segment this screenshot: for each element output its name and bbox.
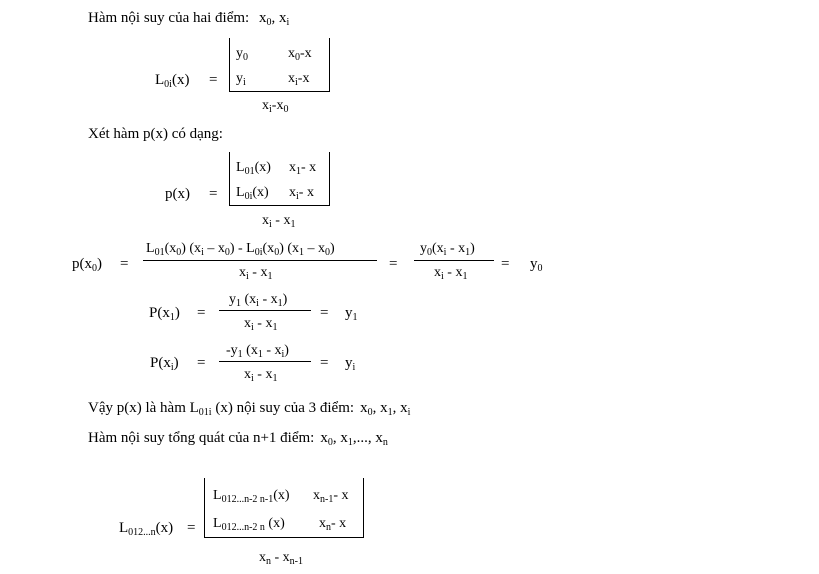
symbol: - x <box>301 160 317 175</box>
symbol: -x <box>271 98 284 113</box>
matrix-right-bar <box>329 38 330 91</box>
symbol: y <box>345 355 353 371</box>
symbol: (x <box>242 343 258 358</box>
symbol: ) <box>173 355 179 371</box>
fraction-numerator <box>146 242 335 256</box>
two-point-heading <box>88 11 289 26</box>
matrix-cell <box>213 489 290 503</box>
matrix-cell <box>289 186 314 200</box>
equals-sign: = <box>389 256 398 272</box>
matrix-bottom-rule <box>229 91 330 92</box>
symbol: y <box>229 292 236 307</box>
symbol: - x <box>253 367 273 382</box>
subscript: 1 <box>352 312 358 323</box>
subscript: 1 <box>237 349 243 360</box>
subscript: i <box>170 362 174 373</box>
symbol: L <box>213 488 222 503</box>
p-x0-lhs <box>72 257 102 272</box>
subscript: 0 <box>327 437 333 448</box>
separator: , <box>271 10 279 26</box>
subscript: i <box>443 247 447 258</box>
symbol: ) <box>282 292 288 307</box>
subscript: n <box>382 437 388 448</box>
subscript: 0i <box>254 247 263 258</box>
fraction-bar <box>143 260 377 261</box>
symbol: x <box>288 46 295 61</box>
symbol: x <box>262 213 269 228</box>
matrix-cell <box>319 517 346 531</box>
subscript: n <box>266 556 271 567</box>
symbol: x <box>434 265 441 280</box>
equals-sign: = <box>320 305 329 321</box>
xi-subscript: i <box>286 17 290 28</box>
symbol: (x <box>164 241 177 256</box>
point-list <box>320 430 388 446</box>
text: (x) nội suy của 3 điểm: <box>211 400 355 416</box>
subscript: 01 <box>244 166 255 177</box>
subscript: 1 <box>272 322 278 333</box>
equals-sign: = <box>501 256 510 272</box>
subscript: 1 <box>277 298 283 309</box>
symbol: y <box>420 241 427 256</box>
subscript: 1 <box>236 298 241 309</box>
symbol: ) <box>330 241 335 256</box>
symbol: (x <box>262 241 275 256</box>
symbol: ) - L <box>229 241 255 256</box>
symbol: (x) <box>273 488 290 503</box>
symbol: - x <box>298 185 314 200</box>
symbol: - x <box>333 488 349 503</box>
equals-sign: = <box>209 186 218 202</box>
fraction-denominator <box>244 368 277 382</box>
subscript: i <box>407 407 411 418</box>
symbol: , x <box>392 400 408 416</box>
fraction-bar <box>414 260 494 261</box>
conclusion-line <box>88 401 410 416</box>
symbol: x <box>244 367 251 382</box>
subscript: 0 <box>176 247 182 258</box>
symbol: (x) <box>264 516 285 531</box>
symbol: (x <box>241 292 257 307</box>
symbol: ,..., x <box>352 430 383 446</box>
matrix-bottom-rule <box>229 205 330 206</box>
symbol: ) (x <box>181 241 202 256</box>
symbol: - x <box>253 316 273 331</box>
symbol: ) <box>470 241 475 256</box>
subscript: 1 <box>299 247 305 258</box>
symbol: y <box>530 256 538 272</box>
equals-sign: = <box>209 72 218 88</box>
equals-sign: = <box>320 355 329 371</box>
denominator <box>262 214 295 228</box>
fraction-denominator <box>239 266 272 280</box>
matrix-cell <box>313 489 349 503</box>
subscript: 0 <box>537 263 543 274</box>
matrix-cell <box>236 72 246 86</box>
matrix-cell <box>236 47 248 61</box>
symbol: - x <box>443 265 463 280</box>
subscript: 1 <box>169 312 175 323</box>
matrix-cell <box>236 186 269 200</box>
equals-sign: = <box>187 520 196 536</box>
symbol: ) (x <box>279 241 300 256</box>
symbol: x <box>360 400 368 416</box>
fraction-bar <box>219 361 311 362</box>
text: Hàm nội suy tổng quát của n+1 điểm: <box>88 430 315 446</box>
symbol: y <box>236 46 243 61</box>
general-lhs <box>119 521 173 536</box>
subscript: i <box>246 271 249 282</box>
heading-text: Hàm nội suy của hai điểm: <box>88 10 250 26</box>
equals-sign: = <box>197 305 206 321</box>
subscript: 012...n <box>128 527 156 538</box>
result <box>345 356 355 371</box>
denominator <box>262 99 288 113</box>
symbol: – x <box>304 241 326 256</box>
subscript: i <box>201 247 204 258</box>
subscript: i <box>441 271 444 282</box>
subscript: i <box>296 191 299 202</box>
subscript: 0 <box>295 52 300 63</box>
subscript: 01i <box>198 407 212 418</box>
symbol: (x) <box>252 185 269 200</box>
result <box>345 306 358 321</box>
symbol: - x <box>262 343 282 358</box>
subscript: 1 <box>465 247 471 258</box>
point-list <box>360 400 410 416</box>
subscript: 012...n-2 n <box>221 522 265 533</box>
symbol: x <box>259 550 266 565</box>
argument: (x) <box>171 72 190 88</box>
subscript: i <box>269 219 272 230</box>
symbol: P(x <box>149 305 170 321</box>
symbol: -x <box>297 71 310 86</box>
point-list <box>259 10 289 26</box>
symbol: - x <box>446 241 466 256</box>
result <box>530 257 543 272</box>
symbol: L <box>236 160 245 175</box>
symbol: (x) <box>254 160 271 175</box>
symbol: y <box>345 305 353 321</box>
symbol: -x <box>300 46 312 61</box>
symbol: x <box>289 185 296 200</box>
symbol: x <box>244 316 251 331</box>
symbol: L <box>213 516 222 531</box>
subscript: i <box>251 373 254 384</box>
subscript: 1 <box>290 219 296 230</box>
matrix-left-bar <box>204 478 205 537</box>
subscript: 0 <box>274 247 280 258</box>
fraction-numerator <box>229 293 287 307</box>
subscript: 0i <box>244 191 253 202</box>
subscript: n-1 <box>320 494 334 505</box>
symbol: - x <box>331 516 347 531</box>
symbol: L <box>155 72 165 88</box>
subscript: n-1 <box>289 556 304 567</box>
p-lhs: p(x) <box>165 186 190 202</box>
subscript: 0 <box>224 247 230 258</box>
symbol: ) <box>174 305 180 321</box>
symbol: x <box>239 265 246 280</box>
subscript: i <box>352 362 356 373</box>
denominator <box>259 551 303 565</box>
matrix-right-bar <box>329 152 330 205</box>
consider-text: Xét hàm p(x) có dạng: <box>88 126 223 142</box>
symbol: L <box>146 241 155 256</box>
fraction-bar <box>219 310 311 311</box>
general-line <box>88 431 388 446</box>
subscript: i <box>295 77 298 88</box>
subscript: 1 <box>347 437 353 448</box>
matrix-cell <box>236 161 271 175</box>
matrix-cell <box>289 161 316 175</box>
argument: (x) <box>155 520 174 536</box>
symbol: – x <box>203 241 225 256</box>
subscript: 1 <box>272 373 278 384</box>
symbol: x <box>288 71 295 86</box>
subscript: 0 <box>283 104 289 115</box>
symbol: (x <box>432 241 444 256</box>
subscript: 1 <box>257 349 263 360</box>
matrix-bottom-rule <box>204 537 364 538</box>
subscript: 1 <box>267 271 273 282</box>
equals-sign: = <box>197 355 206 371</box>
symbol: y <box>236 71 243 86</box>
symbol: - x <box>248 265 268 280</box>
fraction-numerator <box>226 344 289 358</box>
symbol: x <box>289 160 296 175</box>
subscript: 012...n-2 n-1 <box>221 494 274 505</box>
matrix-cell <box>288 72 309 86</box>
matrix-cell <box>213 517 285 531</box>
matrix-left-bar <box>229 152 230 205</box>
x0-subscript: 0 <box>266 17 272 28</box>
matrix-left-bar <box>229 38 230 91</box>
symbol: -y <box>226 343 238 358</box>
symbol: - x <box>271 213 291 228</box>
subscript: 0 <box>325 247 331 258</box>
fraction-denominator <box>434 266 467 280</box>
symbol: , x <box>372 400 388 416</box>
symbol: L <box>119 520 129 536</box>
symbol: ) <box>97 256 102 272</box>
matrix-right-bar <box>363 478 364 537</box>
x0-symbol: x <box>258 10 267 26</box>
subscript: i <box>256 298 259 309</box>
symbol: p(x <box>72 256 92 272</box>
fraction-numerator <box>420 242 475 256</box>
symbol: L <box>236 185 245 200</box>
equals-sign: = <box>120 256 129 272</box>
subscript: 0 <box>243 52 248 63</box>
symbol: - x <box>258 292 278 307</box>
symbol: ) <box>284 343 289 358</box>
subscript: 1 <box>387 407 393 418</box>
l0i-lhs <box>155 73 189 88</box>
subscript: 0i <box>164 79 172 90</box>
symbol: , x <box>332 430 348 446</box>
symbol: - x <box>271 550 290 565</box>
symbol: x <box>313 488 320 503</box>
matrix-cell <box>288 47 312 61</box>
subscript: i <box>243 77 246 88</box>
symbol: x <box>262 98 269 113</box>
subscript: i <box>269 104 272 115</box>
subscript: 1 <box>296 166 301 177</box>
subscript: 0 <box>367 407 373 418</box>
subscript: 0 <box>92 263 97 274</box>
subscript: i <box>281 349 285 360</box>
p-x1-lhs <box>149 306 180 321</box>
symbol: P(x <box>150 355 171 371</box>
subscript: 0 <box>427 247 432 258</box>
subscript: i <box>251 322 254 333</box>
fraction-denominator <box>244 317 277 331</box>
subscript: 01 <box>154 247 165 258</box>
xi-symbol: x <box>278 10 287 26</box>
p-xi-lhs <box>150 356 179 371</box>
text: Vậy p(x) là hàm L <box>88 400 199 416</box>
symbol: x <box>319 516 326 531</box>
subscript: n <box>326 522 331 533</box>
subscript: 1 <box>462 271 468 282</box>
symbol: x <box>320 430 328 446</box>
